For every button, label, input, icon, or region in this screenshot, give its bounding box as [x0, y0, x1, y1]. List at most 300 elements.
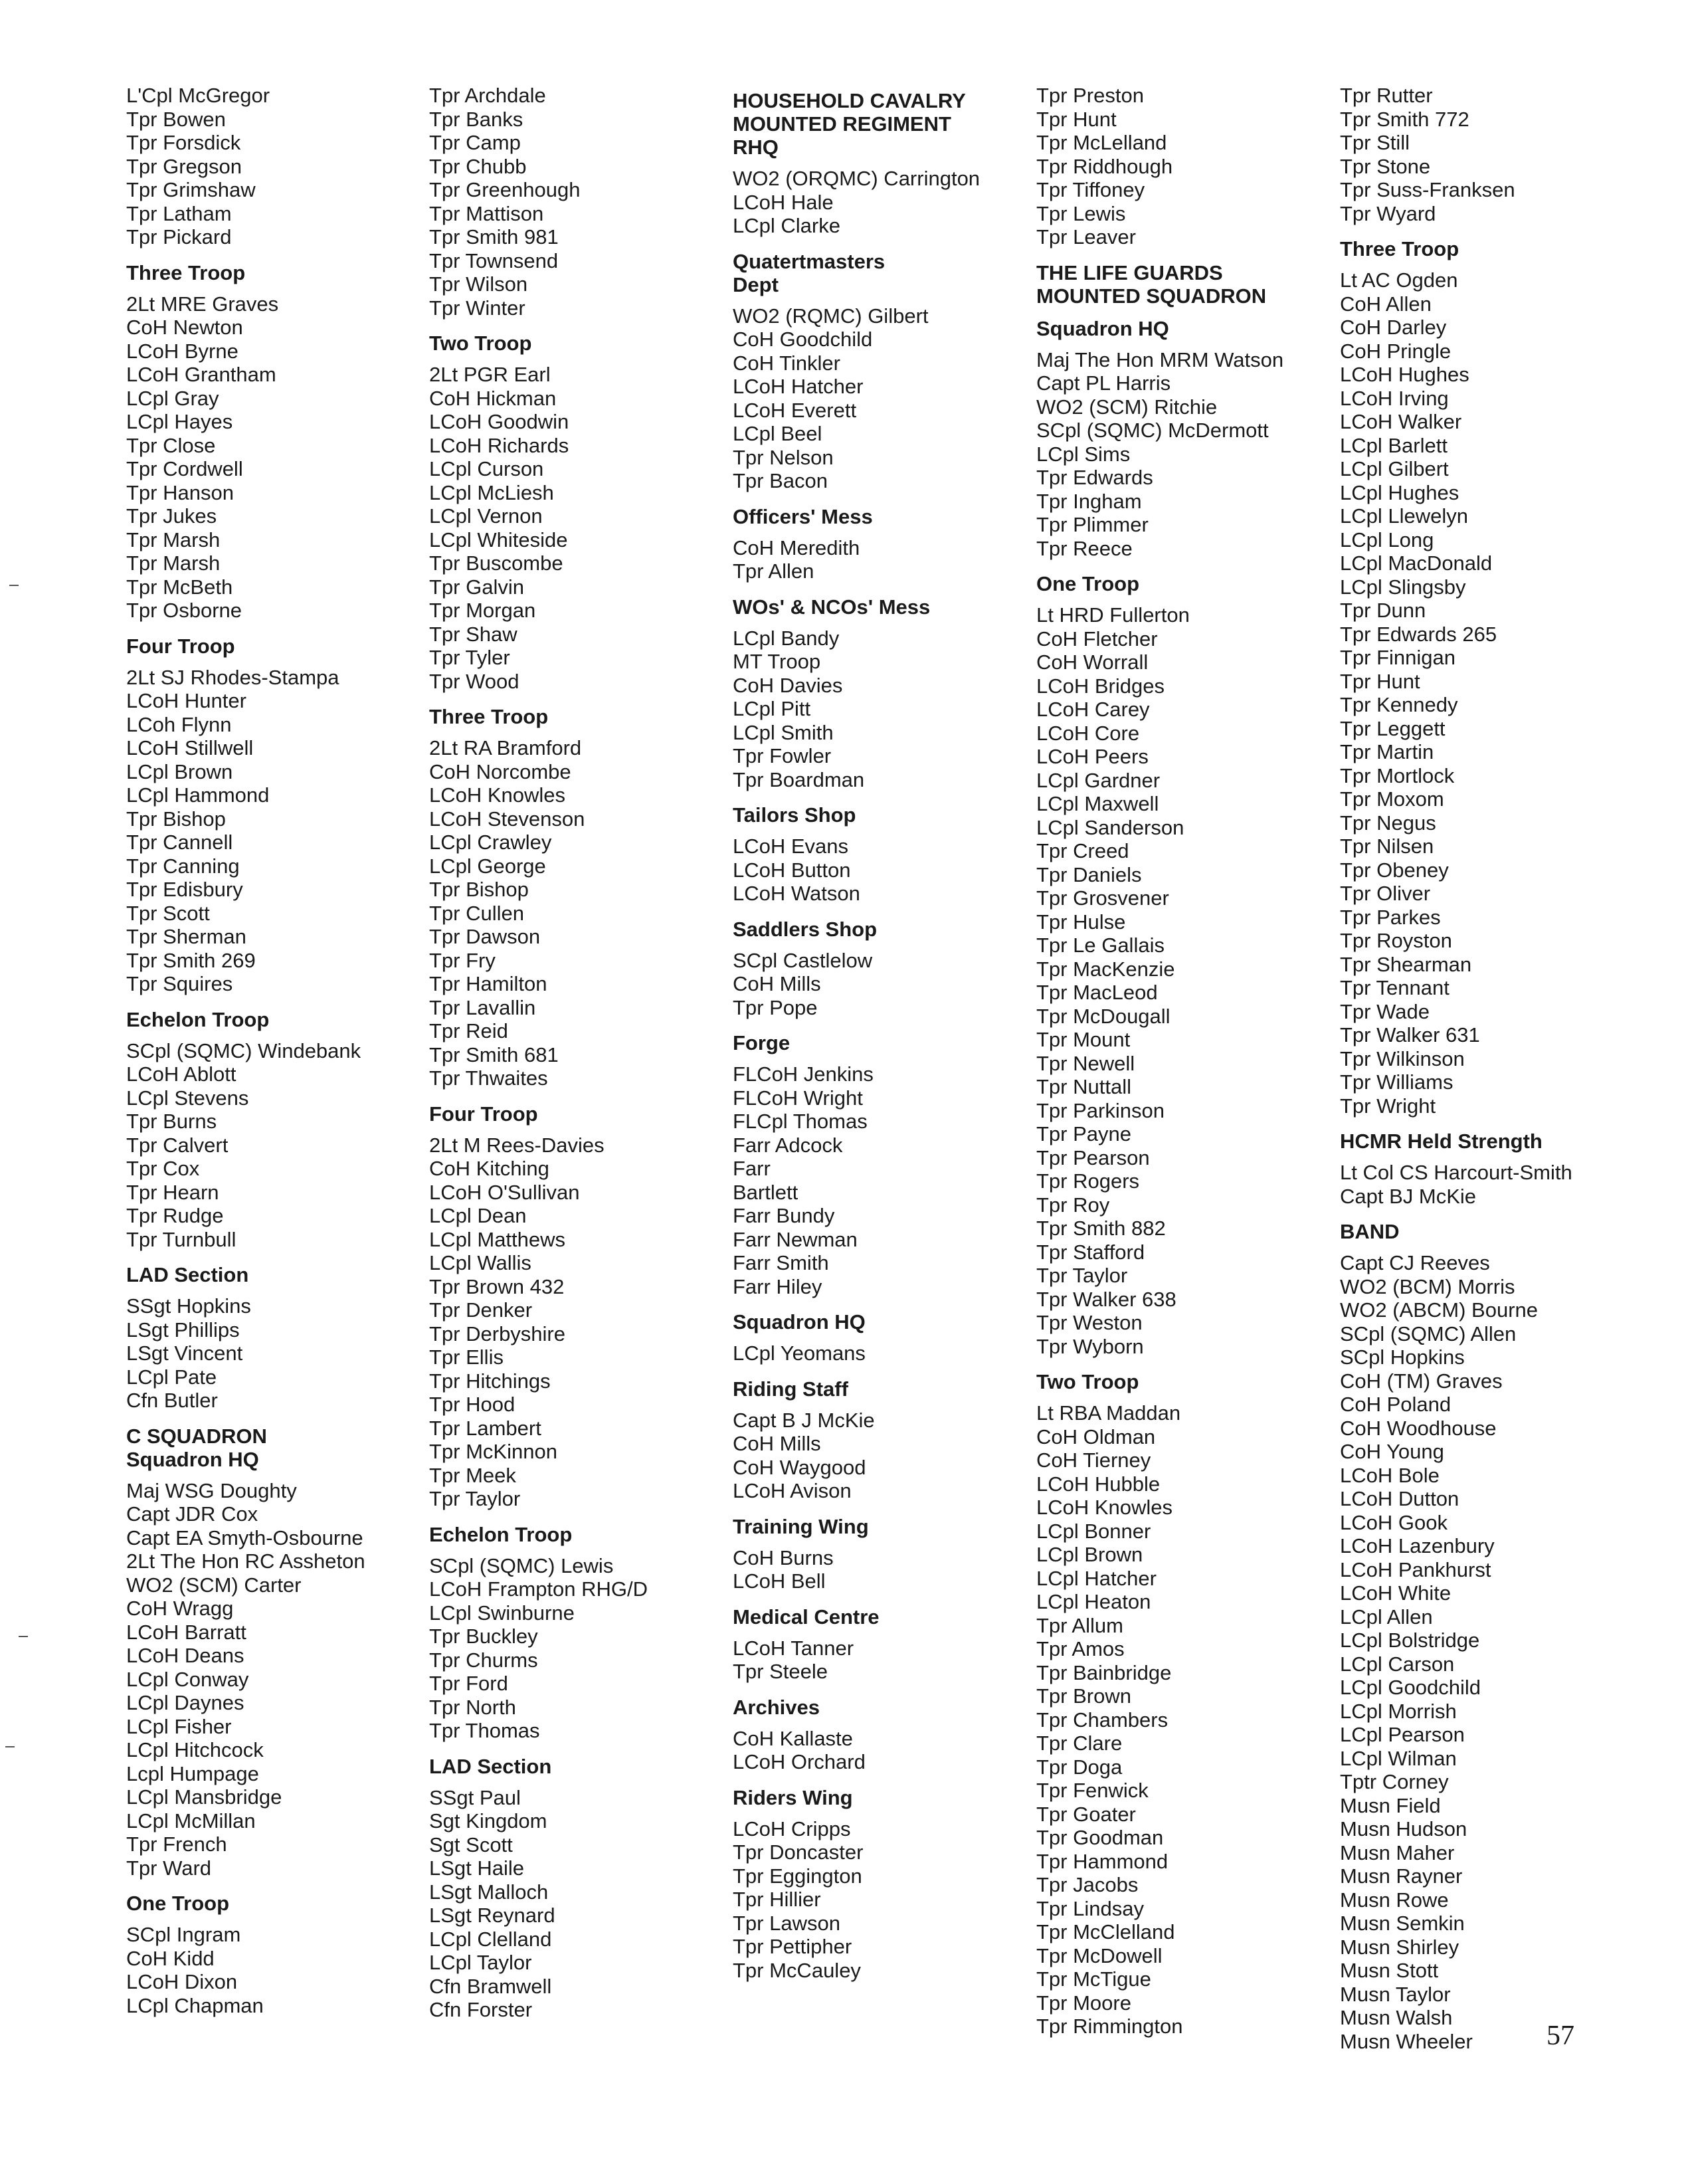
personnel-entry: FLCoH Jenkins: [733, 1062, 874, 1086]
personnel-entry: LCpl Vernon: [429, 504, 543, 528]
personnel-list: [733, 1637, 1025, 1684]
section-heading-line: HOUSEHOLD CAVALRY: [733, 89, 966, 112]
personnel-entry: CoH Waygood: [733, 1455, 866, 1479]
personnel-entry: Tpr Wilkinson: [1340, 1046, 1465, 1070]
personnel-entry: Tpr McCauley: [733, 1958, 861, 1982]
section-heading: [733, 1786, 1025, 1809]
personnel-entry: Tpr Still: [1340, 131, 1410, 154]
section-heading: [1036, 317, 1329, 340]
section-heading: [429, 332, 721, 355]
personnel-list: [1036, 84, 1329, 249]
section-heading: [733, 1696, 1025, 1719]
personnel-entry: Tpr Fenwick: [1036, 1779, 1149, 1802]
personnel-entry: LCpl Matthews: [429, 1227, 566, 1251]
personnel-entry: Tpr Le Gallais: [1036, 934, 1165, 957]
personnel-entry: Tpr Derbyshire: [429, 1322, 565, 1345]
section-heading: [733, 918, 1025, 941]
personnel-list: [429, 1134, 721, 1511]
personnel-entry: Tpr Royston: [1340, 929, 1452, 952]
personnel-entry: CoH Mills: [733, 1432, 821, 1455]
roster-section: [1340, 237, 1632, 1118]
personnel-entry: Tpr Smith 772: [1340, 107, 1469, 131]
section-heading-line: Two Troop: [429, 332, 532, 355]
personnel-entry: Tptr Corney: [1340, 1770, 1449, 1793]
personnel-entry: Tpr Reece: [1036, 536, 1133, 560]
section-heading-line: Squadron HQ: [1036, 316, 1169, 340]
personnel-entry: Tpr Dunn: [1340, 599, 1426, 622]
personnel-entry: Musn Stott: [1340, 1959, 1439, 1982]
personnel-list: [733, 1727, 1025, 1774]
roster-column-3: [733, 84, 1025, 1994]
personnel-entry: Tpr Stone: [1340, 154, 1431, 178]
personnel-entry: LCpl George: [429, 854, 546, 878]
personnel-entry: CoH Darley: [1340, 316, 1447, 339]
personnel-entry: Tpr Nelson: [733, 445, 834, 469]
personnel-list: [429, 84, 721, 320]
personnel-entry: Tpr Roy: [1036, 1193, 1110, 1217]
roster-section: [1340, 1220, 1632, 2053]
personnel-entry: Tpr Forsdick: [126, 131, 241, 154]
personnel-list: [733, 167, 1025, 238]
personnel-entry: LCoH Carey: [1036, 698, 1150, 721]
personnel-list: [733, 949, 1025, 1020]
personnel-entry: Tpr Reid: [429, 1019, 508, 1042]
roster-section: [733, 89, 1025, 238]
section-heading: [733, 1031, 1025, 1054]
personnel-entry: LCoH Everett: [733, 398, 857, 422]
personnel-list: [733, 304, 1025, 493]
personnel-entry: LSgt Phillips: [126, 1318, 240, 1341]
personnel-entry: LSgt Reynard: [429, 1904, 555, 1927]
personnel-entry: LCoH Hatcher: [733, 375, 864, 398]
scan-mark: [19, 1636, 28, 1637]
personnel-entry: CoH Allen: [1340, 292, 1432, 316]
personnel-entry: Farr Hiley: [733, 1274, 822, 1298]
personnel-entry: Tpr Hulse: [1036, 910, 1126, 934]
personnel-entry: CoH Wragg: [126, 1597, 234, 1620]
roster-section: [733, 1515, 1025, 1593]
personnel-entry: LCoH Hale: [733, 190, 834, 214]
personnel-entry: CoH Woodhouse: [1340, 1416, 1497, 1440]
personnel-entry: SCpl (SQMC) Lewis: [429, 1553, 614, 1577]
personnel-list: [429, 1786, 721, 2022]
personnel-entry: Tpr Creed: [1036, 839, 1129, 862]
personnel-entry: Tpr Wood: [429, 669, 519, 693]
personnel-entry: LCoH Core: [1036, 721, 1140, 745]
section-heading-line: Dept: [733, 272, 779, 296]
roster-section: [1036, 261, 1329, 308]
section-heading-line: Tailors Shop: [733, 803, 856, 827]
personnel-entry: Tpr Hamilton: [429, 972, 547, 995]
personnel-entry: Sgt Kingdom: [429, 1809, 547, 1833]
personnel-entry: Tpr Nilsen: [1340, 835, 1434, 858]
personnel-entry: Tpr Dawson: [429, 925, 541, 948]
section-heading-line: Echelon Troop: [126, 1007, 270, 1031]
section-heading: [733, 505, 1025, 528]
personnel-entry: Tpr Pope: [733, 995, 818, 1019]
section-heading: [126, 261, 419, 284]
personnel-entry: Tpr Preston: [1036, 84, 1144, 107]
personnel-entry: Tpr Edwards: [1036, 466, 1153, 489]
personnel-entry: Tpr Turnbull: [126, 1227, 236, 1251]
personnel-entry: LCpl Taylor: [429, 1951, 532, 1974]
roster-column-1: [126, 84, 419, 2029]
personnel-entry: LCpl Brown: [126, 759, 233, 783]
personnel-entry: LCoH O'Sullivan: [429, 1180, 580, 1204]
personnel-entry: LCpl Pate: [126, 1365, 217, 1389]
personnel-entry: LCpl Bonner: [1036, 1519, 1151, 1543]
section-heading: [1036, 1370, 1329, 1393]
personnel-entry: Tpr Clare: [1036, 1732, 1123, 1755]
personnel-entry: Tpr Finnigan: [1340, 646, 1456, 669]
personnel-entry: LSgt Malloch: [429, 1880, 549, 1904]
personnel-entry: LCoH Barratt: [126, 1620, 246, 1644]
roster-section: [429, 332, 721, 693]
section-heading-line: One Troop: [126, 1892, 229, 1915]
personnel-entry: SSgt Paul: [429, 1785, 521, 1809]
roster-section: [733, 505, 1025, 583]
personnel-list: [126, 292, 419, 623]
personnel-entry: Cfn Butler: [126, 1389, 218, 1412]
personnel-entry: Musn Maher: [1340, 1840, 1455, 1864]
personnel-list: [733, 1062, 1025, 1298]
personnel-entry: CoH Kallaste: [733, 1726, 853, 1750]
personnel-entry: LCpl Stevens: [126, 1086, 249, 1110]
personnel-list: [126, 1923, 419, 2017]
personnel-entry: Tpr Wilson: [429, 272, 528, 296]
personnel-entry: LCpl Daynes: [126, 1691, 244, 1714]
personnel-entry: WO2 (SCM) Carter: [126, 1573, 302, 1597]
personnel-entry: Tpr Edwards 265: [1340, 622, 1497, 646]
personnel-entry: CoH Kitching: [429, 1157, 549, 1180]
personnel-entry: LCpl Morrish: [1340, 1699, 1457, 1723]
section-heading-line: Medical Centre: [733, 1605, 880, 1629]
personnel-entry: LCpl Gilbert: [1340, 457, 1449, 480]
personnel-entry: CoH Young: [1340, 1440, 1444, 1463]
personnel-entry: Tpr Fry: [429, 948, 496, 972]
personnel-entry: Tpr Rutter: [1340, 84, 1433, 107]
personnel-entry: LCoH Goodwin: [429, 410, 569, 433]
personnel-entry: Tpr Cordwell: [126, 457, 243, 480]
personnel-entry: Tpr Jacobs: [1036, 1873, 1139, 1896]
roster-section: [429, 1523, 721, 1743]
section-heading-line: WOs' & NCOs' Mess: [733, 595, 931, 619]
roster-section: [1036, 572, 1329, 1358]
personnel-list: [1036, 348, 1329, 561]
section-heading-line: MOUNTED REGIMENT: [733, 112, 951, 136]
personnel-list: [733, 1341, 1025, 1365]
personnel-entry: LSgt Vincent: [126, 1341, 243, 1365]
section-heading: [1036, 261, 1329, 308]
roster-section: [733, 1696, 1025, 1774]
section-heading: [429, 705, 721, 728]
personnel-entry: Tpr Rudge: [126, 1204, 224, 1227]
personnel-entry: Tpr Nuttall: [1036, 1075, 1131, 1098]
personnel-entry: Tpr Walker 638: [1036, 1287, 1176, 1311]
roster-section: [1036, 84, 1329, 249]
personnel-list: [733, 1409, 1025, 1503]
personnel-entry: Capt EA Smyth-Osbourne: [126, 1526, 363, 1549]
roster-section: [429, 84, 721, 320]
personnel-entry: Tpr Mortlock: [1340, 763, 1455, 787]
personnel-list: [126, 84, 419, 249]
personnel-entry: Musn Walsh: [1340, 2006, 1453, 2029]
personnel-list: [1036, 603, 1329, 1358]
personnel-entry: Tpr Hitchings: [429, 1369, 551, 1393]
personnel-entry: Tpr McLelland: [1036, 131, 1167, 154]
roster-section: [126, 1008, 419, 1252]
personnel-entry: Maj WSG Doughty: [126, 1478, 297, 1502]
personnel-entry: Tpr Grimshaw: [126, 178, 256, 201]
personnel-entry: Tpr North: [429, 1695, 516, 1719]
personnel-entry: CoH Poland: [1340, 1393, 1452, 1416]
personnel-list: [126, 666, 419, 996]
section-heading-line: MOUNTED SQUADRON: [1036, 284, 1267, 308]
section-heading-line: Officers' Mess: [733, 504, 873, 528]
personnel-entry: Tpr Bowen: [126, 107, 226, 131]
personnel-entry: LCoH Knowles: [1036, 1496, 1173, 1519]
personnel-entry: Tpr Smith 269: [126, 948, 256, 972]
personnel-entry: LCpl Bolstridge: [1340, 1629, 1480, 1652]
personnel-entry: LCpl Curson: [429, 457, 544, 480]
personnel-entry: LCpl Maxwell: [1036, 792, 1159, 815]
personnel-entry: LCoH Dutton: [1340, 1487, 1459, 1510]
section-heading-line: Three Troop: [429, 705, 549, 728]
roster-section: [429, 705, 721, 1090]
personnel-entry: LCoH Richards: [429, 433, 569, 457]
personnel-entry: Tpr MacKenzie: [1036, 957, 1175, 981]
personnel-entry: Tpr Latham: [126, 201, 232, 225]
section-heading-line: Squadron HQ: [126, 1447, 259, 1471]
personnel-entry: LCoH Orchard: [733, 1750, 866, 1773]
personnel-entry: Tpr Galvin: [429, 575, 524, 599]
personnel-entry: LCpl McMillan: [126, 1809, 256, 1833]
personnel-entry: MT Troop: [733, 650, 821, 673]
personnel-entry: LCpl Pitt: [733, 697, 811, 720]
personnel-entry: LCpl Hammond: [126, 783, 270, 807]
personnel-list: [733, 1817, 1025, 1983]
personnel-entry: Musn Rowe: [1340, 1888, 1449, 1912]
personnel-entry: LCpl Llewelyn: [1340, 504, 1468, 528]
personnel-entry: LCoH Bole: [1340, 1463, 1440, 1487]
personnel-entry: Capt BJ McKie: [1340, 1184, 1477, 1208]
personnel-entry: LCoH Walker: [1340, 410, 1462, 433]
personnel-entry: LCpl Yeomans: [733, 1341, 866, 1365]
personnel-entry: Musn Taylor: [1340, 1982, 1451, 2006]
personnel-entry: Tpr Lavallin: [429, 995, 536, 1019]
personnel-entry: Tpr Tiffoney: [1036, 178, 1145, 201]
personnel-entry: LCpl Allen: [1340, 1605, 1433, 1629]
personnel-entry: Maj The Hon MRM Watson: [1036, 347, 1284, 371]
personnel-entry: Tpr Pickard: [126, 225, 232, 248]
personnel-entry: Tpr Burns: [126, 1110, 217, 1133]
section-heading-line: RHQ: [733, 136, 779, 159]
personnel-entry: Cfn Bramwell: [429, 1974, 552, 1998]
roster-section: [126, 1425, 419, 1880]
roster-section: [429, 1102, 721, 1511]
personnel-entry: LCpl Chapman: [126, 1993, 264, 2017]
personnel-entry: Tpr Parkinson: [1036, 1098, 1165, 1122]
roster-section: [733, 595, 1025, 792]
personnel-entry: Tpr Allen: [733, 559, 814, 583]
personnel-entry: Tpr Hood: [429, 1393, 516, 1416]
personnel-entry: LCpl Gray: [126, 386, 219, 410]
personnel-entry: Tpr Chubb: [429, 154, 527, 178]
personnel-entry: Tpr Scott: [126, 901, 210, 925]
section-heading: [733, 1515, 1025, 1538]
personnel-list: [733, 1546, 1025, 1593]
personnel-entry: Tpr Leaver: [1036, 225, 1136, 248]
personnel-entry: Tpr Wyard: [1340, 201, 1436, 225]
personnel-entry: LCpl Clarke: [733, 214, 840, 237]
personnel-entry: Tpr Doga: [1036, 1755, 1123, 1779]
personnel-entry: LCoH Byrne: [126, 339, 238, 363]
personnel-entry: LCoH Frampton RHG/D: [429, 1577, 648, 1601]
personnel-entry: LCpl Barlett: [1340, 433, 1448, 457]
personnel-entry: Tpr Brown: [1036, 1684, 1131, 1708]
personnel-entry: Tpr Wade: [1340, 999, 1430, 1023]
personnel-entry: Tpr Doncaster: [733, 1840, 864, 1864]
personnel-entry: Tpr Meek: [429, 1463, 516, 1487]
personnel-entry: Tpr Winter: [429, 296, 525, 320]
personnel-entry: Tpr Weston: [1036, 1311, 1143, 1334]
section-heading: [126, 635, 419, 658]
roster-section: [126, 84, 419, 249]
personnel-entry: Tpr McBeth: [126, 575, 233, 599]
personnel-entry: LCoH Bell: [733, 1569, 826, 1593]
personnel-entry: Tpr Mattison: [429, 201, 544, 225]
section-heading: [126, 1892, 419, 1915]
personnel-entry: CoH Newton: [126, 316, 243, 339]
personnel-entry: LCpl Long: [1340, 528, 1434, 551]
personnel-entry: LCoH Bridges: [1036, 674, 1165, 698]
section-heading-line: Riding Staff: [733, 1377, 848, 1401]
personnel-entry: Tpr Hillier: [733, 1888, 821, 1911]
roster-column-5: [1340, 84, 1632, 2065]
personnel-entry: LCoH Gook: [1340, 1510, 1448, 1534]
page-number: 57: [1547, 2021, 1574, 2051]
personnel-entry: Tpr Riddhough: [1036, 154, 1173, 178]
personnel-entry: Tpr Bacon: [733, 469, 828, 492]
personnel-entry: Tpr Ingham: [1036, 489, 1142, 513]
personnel-entry: LCpl Wilman: [1340, 1746, 1457, 1770]
personnel-entry: CoH Goodchild: [733, 328, 873, 351]
roster-section: [733, 1786, 1025, 1983]
personnel-entry: Tpr Shaw: [429, 622, 517, 646]
personnel-entry: Tpr Bishop: [429, 878, 529, 901]
personnel-entry: Tpr Buscombe: [429, 551, 563, 575]
personnel-entry: LCoH Avison: [733, 1479, 852, 1502]
personnel-entry: LCpl Swinburne: [429, 1601, 575, 1625]
personnel-entry: LCpl Hughes: [1340, 480, 1459, 504]
section-heading-line: C SQUADRON: [126, 1424, 267, 1448]
personnel-entry: Tpr Walker 631: [1340, 1023, 1480, 1046]
personnel-entry: Tpr Goater: [1036, 1802, 1136, 1826]
personnel-entry: CoH Hickman: [429, 386, 557, 410]
personnel-entry: Bartlett: [733, 1180, 798, 1204]
personnel-list: [1340, 268, 1632, 1118]
personnel-entry: CoH Meredith: [733, 536, 860, 559]
scan-mark: [5, 1746, 15, 1747]
personnel-entry: SCpl Ingram: [126, 1923, 241, 1946]
roster-section: [733, 803, 1025, 906]
personnel-entry: Tpr Shearman: [1340, 952, 1472, 976]
section-heading: [733, 89, 1025, 159]
personnel-entry: SCpl (SQMC) McDermott: [1036, 419, 1269, 442]
roster-section: [733, 918, 1025, 1020]
personnel-entry: CoH Norcombe: [429, 759, 571, 783]
roster-section: [733, 1377, 1025, 1503]
personnel-entry: LCoH Tanner: [733, 1636, 854, 1660]
personnel-entry: WO2 (SCM) Ritchie: [1036, 395, 1218, 419]
personnel-entry: Tpr Close: [126, 433, 216, 457]
personnel-entry: LCpl Goodchild: [1340, 1676, 1481, 1699]
personnel-entry: Tpr Osborne: [126, 599, 242, 622]
section-heading-line: Forge: [733, 1031, 791, 1054]
personnel-entry: 2Lt The Hon RC Assheton: [126, 1549, 365, 1573]
personnel-entry: Musn Semkin: [1340, 1912, 1465, 1935]
section-heading: [733, 1377, 1025, 1401]
personnel-entry: LCpl Conway: [126, 1667, 249, 1691]
personnel-entry: Sgt Scott: [429, 1833, 513, 1856]
personnel-entry: Tpr Mount: [1036, 1028, 1131, 1051]
personnel-entry: Tpr Rogers: [1036, 1169, 1140, 1193]
personnel-entry: Tpr Plimmer: [1036, 513, 1149, 536]
personnel-entry: LCoH Stevenson: [429, 807, 585, 831]
personnel-entry: Tpr Marsh: [126, 551, 221, 575]
personnel-entry: LCoH Irving: [1340, 386, 1449, 410]
section-heading: [126, 1008, 419, 1031]
personnel-entry: Tpr Marsh: [126, 528, 221, 551]
personnel-entry: Tpr Taylor: [429, 1487, 521, 1510]
roster-section: [126, 1892, 419, 2017]
personnel-entry: LCpl MacDonald: [1340, 551, 1493, 575]
personnel-entry: Tpr Obeney: [1340, 858, 1449, 882]
section-heading-line: Squadron HQ: [733, 1310, 866, 1334]
personnel-entry: 2Lt M Rees-Davies: [429, 1133, 605, 1157]
personnel-entry: LCoH Deans: [126, 1644, 244, 1667]
personnel-entry: Tpr Camp: [429, 131, 521, 154]
personnel-entry: LCpl Wallis: [429, 1251, 531, 1274]
personnel-entry: Farr Bundy: [733, 1204, 835, 1227]
personnel-entry: Tpr Squires: [126, 972, 233, 995]
personnel-entry: LCpl McLiesh: [429, 480, 554, 504]
personnel-entry: LCpl Smith: [733, 720, 834, 744]
section-heading-line: LAD Section: [126, 1263, 249, 1286]
personnel-entry: Tpr Canning: [126, 854, 240, 878]
personnel-entry: SCpl (SQMC) Windebank: [126, 1039, 361, 1062]
roster-section: [429, 1755, 721, 2022]
personnel-entry: Tpr Hunt: [1340, 669, 1420, 693]
personnel-list: [1036, 1401, 1329, 2038]
personnel-entry: LCoH Hubble: [1036, 1472, 1161, 1496]
personnel-entry: Musn Rayner: [1340, 1864, 1463, 1888]
personnel-entry: Tpr Ellis: [429, 1345, 504, 1369]
personnel-entry: LCpl Hatcher: [1036, 1566, 1157, 1590]
personnel-entry: Tpr MacLeod: [1036, 981, 1158, 1004]
personnel-entry: Tpr Buckley: [429, 1625, 538, 1648]
personnel-entry: Farr Newman: [733, 1227, 858, 1251]
personnel-entry: Tpr Rimmington: [1036, 2015, 1183, 2038]
personnel-entry: Capt CJ Reeves: [1340, 1251, 1490, 1274]
personnel-entry: Tpr Brown 432: [429, 1274, 565, 1298]
personnel-entry: L'Cpl McGregor: [126, 84, 270, 107]
personnel-entry: Tpr Tyler: [429, 646, 510, 669]
personnel-entry: SCpl Castlelow: [733, 948, 873, 972]
personnel-entry: Tpr Daniels: [1036, 862, 1142, 886]
roster-section: [1340, 84, 1632, 225]
personnel-entry: LCpl Dean: [429, 1204, 527, 1227]
